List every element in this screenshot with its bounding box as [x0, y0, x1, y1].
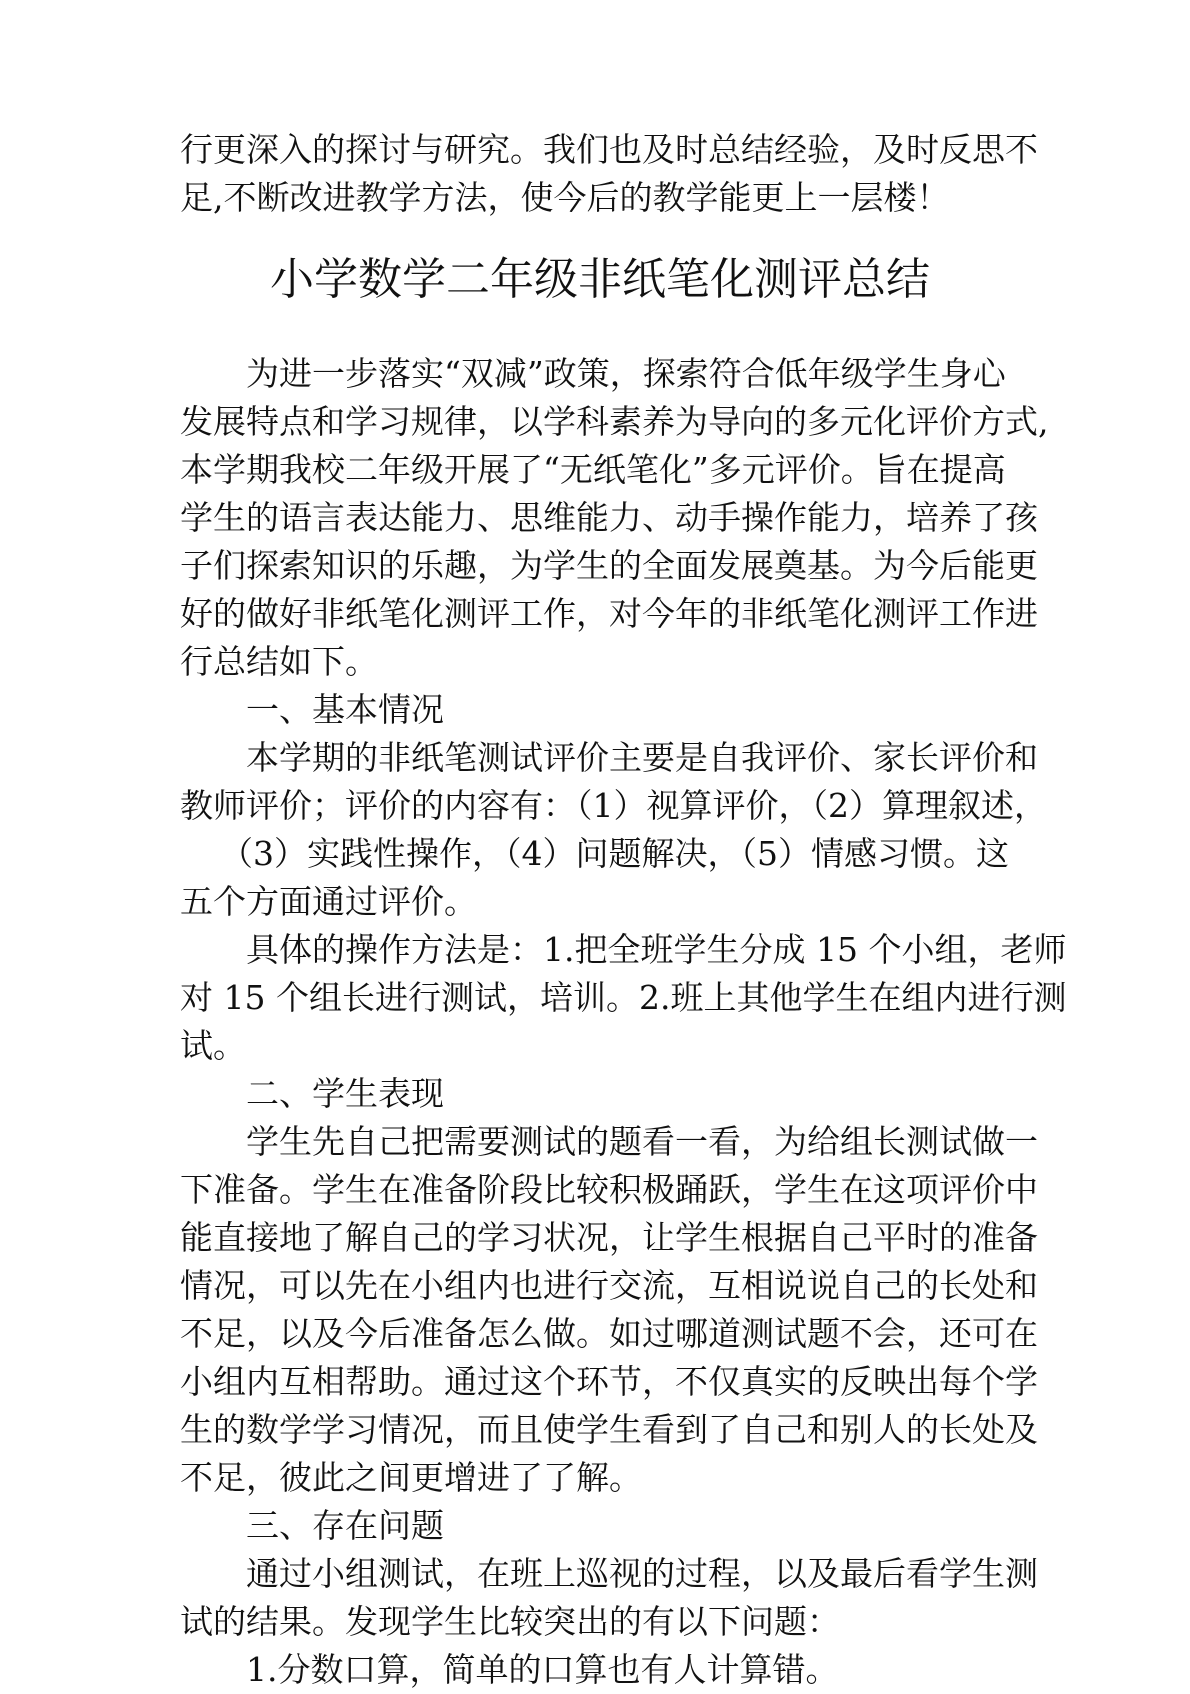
text-line: 行更深入的探讨与研究。我们也及时总结经验，及时反思不	[180, 130, 1038, 169]
text-line: 为进一步落实“双减”政策，探索符合低年级学生身心	[246, 354, 1006, 393]
text-line: 五个方面通过评价。	[180, 882, 477, 921]
problem-item-1: 1.分数口算，简单的口算也有人计算错。	[246, 1650, 839, 1689]
section3-paragraph-1	[180, 1550, 1038, 1646]
text-line: 学生的语言表达能力、思维能力、动手操作能力，培养了孩	[180, 498, 1038, 537]
lead-paragraph	[180, 126, 1038, 222]
text-line: 发展特点和学习规律，以学科素养为导向的多元化评价方式,	[180, 402, 1049, 441]
text-line: 能直接地了解自己的学习状况，让学生根据自己平时的准备	[180, 1218, 1038, 1257]
section1-paragraph-1	[180, 734, 1047, 926]
text-line: （3）实践性操作，（4）问题解决，（5）情感习惯。这	[220, 834, 1009, 873]
text-line: 不足，彼此之间更增进了了解。	[180, 1458, 642, 1497]
text-line: 情况，可以先在小组内也进行交流，互相说说自己的长处和	[180, 1266, 1038, 1305]
intro-paragraph	[180, 350, 1049, 686]
section-heading-performance: 二、学生表现	[246, 1074, 444, 1113]
section1-paragraph-2	[180, 926, 1067, 1070]
document-page	[180, 126, 1067, 1694]
text-line: 好的做好非纸笔化测评工作，对今年的非纸笔化测评工作进	[180, 594, 1038, 633]
text-line: 本学期我校二年级开展了“无纸笔化”多元评价。旨在提高	[180, 450, 1006, 489]
text-line: 学生先自己把需要测试的题看一看，为给组长测试做一	[246, 1122, 1038, 1161]
text-line: 下准备。学生在准备阶段比较积极踊跃，学生在这项评价中	[180, 1170, 1038, 1209]
text-line: 对 15 个组长进行测试，培训。2.班上其他学生在组内进行测	[180, 978, 1067, 1017]
text-line: 试。	[180, 1026, 246, 1065]
text-line: 试的结果。发现学生比较突出的有以下问题：	[180, 1602, 840, 1641]
text-line: 通过小组测试，在班上巡视的过程，以及最后看学生测	[246, 1554, 1038, 1593]
text-line: 不足，以及今后准备怎么做。如过哪道测试题不会，还可在	[180, 1314, 1038, 1353]
section2-paragraph-1	[180, 1118, 1038, 1502]
document-title: 小学数学二年级非纸笔化测评总结	[270, 254, 930, 305]
text-line: 具体的操作方法是：1.把全班学生分成 15 个小组，老师	[246, 930, 1067, 969]
text-line: 教师评价；评价的内容有：（1）视算评价，（2）算理叙述，	[180, 786, 1047, 825]
section-heading-basic: 一、基本情况	[246, 690, 444, 729]
text-line: 小组内互相帮助。通过这个环节，不仅真实的反映出每个学	[180, 1362, 1038, 1401]
text-line: 行总结如下。	[180, 642, 378, 681]
section-heading-problems: 三、存在问题	[246, 1506, 444, 1545]
text-line: 足,不断改进教学方法，使今后的教学能更上一层楼！	[180, 178, 950, 217]
text-line: 生的数学学习情况，而且使学生看到了自己和别人的长处及	[180, 1410, 1038, 1449]
text-line: 子们探索知识的乐趣，为学生的全面发展奠基。为今后能更	[180, 546, 1038, 585]
text-line: 本学期的非纸笔测试评价主要是自我评价、家长评价和	[246, 738, 1038, 777]
